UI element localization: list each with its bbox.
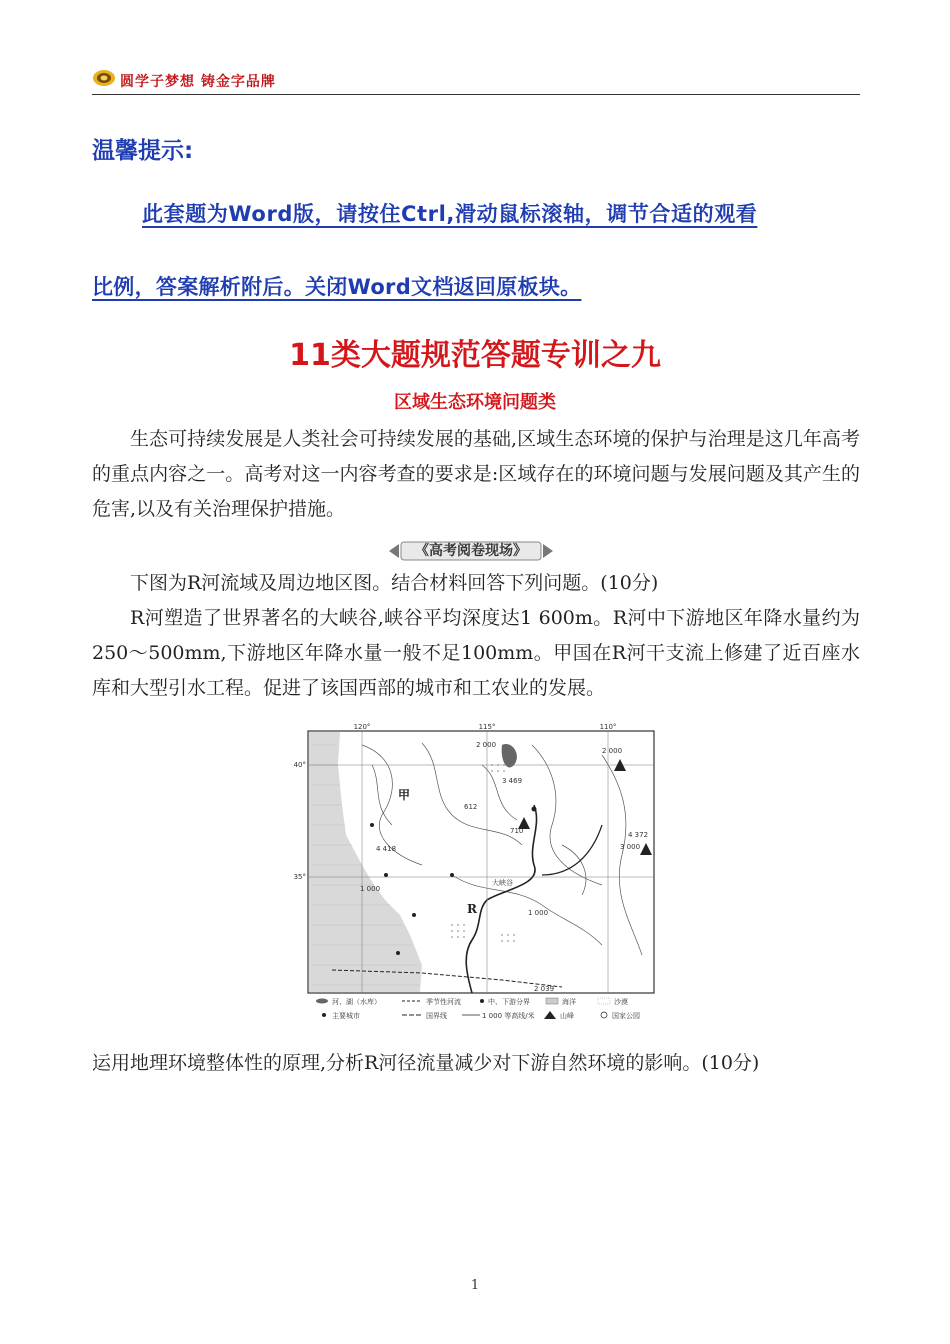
sun-logo-icon (92, 68, 116, 88)
elev-label: 612 (464, 803, 478, 811)
elev-label: 2 000 (602, 747, 623, 755)
lon-label-110: 110° (599, 723, 617, 731)
map-figure (293, 723, 660, 1022)
section-badge-label: 《高考阅卷现场》 (415, 543, 527, 559)
tip-line-2[interactable]: 比例，答案解析附后。关闭Word文档返回原板块。 (92, 275, 582, 299)
elev-label: 2 000 (476, 741, 497, 749)
tip-line-1[interactable]: 此套题为Word版，请按住Ctrl,滑动鼠标滚轴，调节合适的观看 (142, 202, 758, 226)
page-header (92, 66, 860, 95)
map-legend (316, 997, 640, 1020)
elev-label: 4 372 (628, 831, 649, 839)
tip-title: 温馨提示: (92, 138, 194, 164)
legend-item: 1 000 等高线/米 (482, 1012, 535, 1020)
legend-item: 河、湖（水库） (332, 998, 381, 1006)
legend-item: 沙漠 (614, 998, 628, 1006)
elev-label: 1 000 (528, 909, 549, 917)
header-slogan: 圆学子梦想 铸金字品牌 (120, 74, 276, 90)
elev-label: 1 000 (360, 885, 381, 893)
legend-item: 山峰 (560, 1012, 574, 1020)
legend-item: 季节性河流 (426, 998, 461, 1006)
legend-item: 主要城市 (332, 1012, 360, 1020)
page-number: 1 (470, 1278, 480, 1293)
elev-label: 3 000 (620, 843, 641, 851)
lon-label-115: 115° (478, 723, 496, 731)
lat-label-40: 40° (293, 761, 306, 769)
elev-label: 4 418 (376, 845, 397, 853)
legend-item: 国家公园 (612, 1012, 640, 1020)
lat-label-35: 35° (293, 873, 306, 881)
page-subtitle: 区域生态环境问题类 (394, 392, 556, 413)
elev-label: 3 469 (502, 777, 523, 785)
elev-label: 710 (510, 827, 524, 835)
section-badge (385, 540, 557, 562)
canyon-label: 大峡谷 (492, 879, 513, 887)
material-paragraph: R河塑造了世界著名的大峡谷,峡谷平均深度达1 600m。R河中下游地区年降水量约为250～500mm,下游地区年降水量一般不足100mm。甲国在R河干支流上修建了近百座水库和大型引水工程。促进了该国西部的城市和工农业的发展。 (92, 607, 860, 699)
country-label: 甲 (398, 788, 411, 802)
river-label: R (467, 902, 477, 916)
question-intro: 下图为R河流域及周边地区图。结合材料回答下列问题。(10分) (130, 572, 659, 594)
river-basin-map (293, 723, 660, 1022)
task-paragraph: 运用地理环境整体性的原理,分析R河径流量减少对下游自然环境的影响。(10分) (92, 1052, 760, 1074)
legend-item: 海洋 (562, 998, 576, 1006)
legend-item: 中、下游分界 (488, 998, 530, 1006)
page-title: 11类大题规范答题专训之九 (289, 338, 661, 373)
intro-paragraph: 生态可持续发展是人类社会可持续发展的基础,区域生态环境的保护与治理是这几年高考的重点内容之一。高考对这一内容考查的要求是:区域存在的环境问题与发展问题及其产生的危害,以及有关治理保护措施。 (92, 428, 860, 520)
elev-label: 2 039 (534, 985, 555, 993)
legend-item: 国界线 (426, 1012, 447, 1020)
lon-label-120: 120° (353, 723, 371, 731)
